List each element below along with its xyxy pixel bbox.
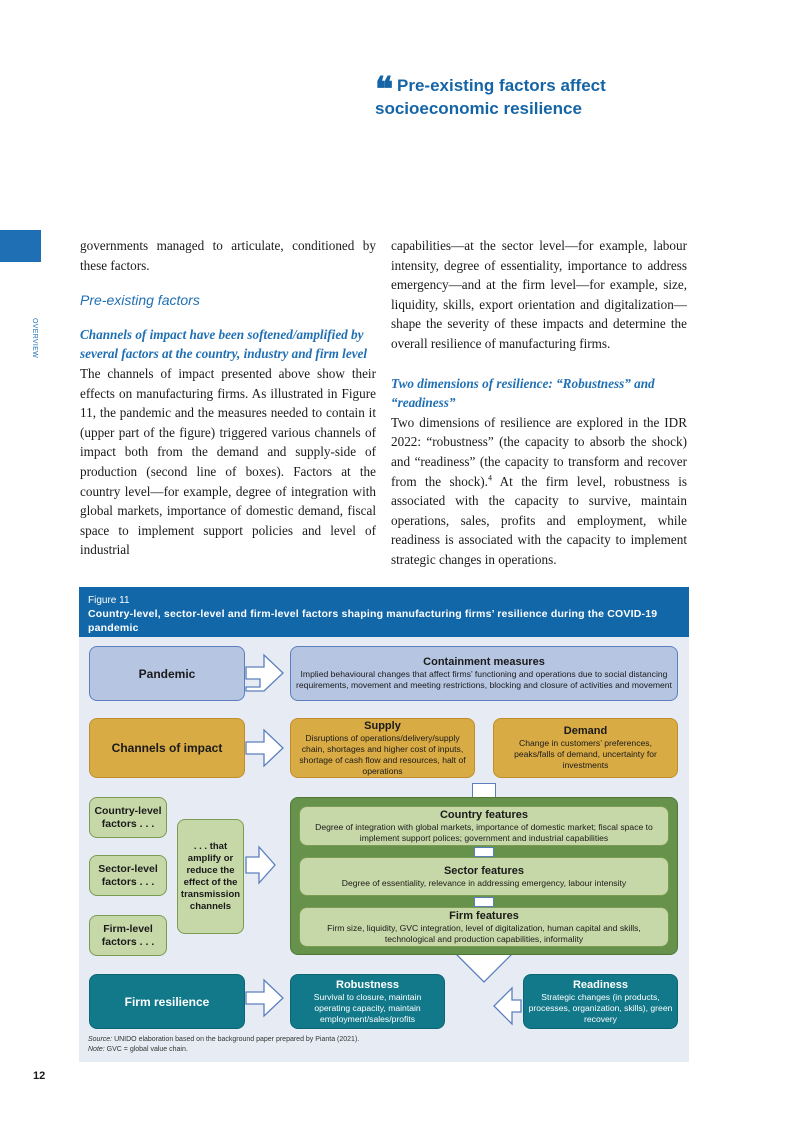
- figure-label: Figure 11: [88, 595, 130, 606]
- firm-resilience-box: [89, 974, 245, 1029]
- channels-box: [89, 718, 245, 778]
- demand-body: Change in customers’ preferences, peaks/falls of demand, uncertainty for investments: [514, 738, 657, 770]
- pandemic-label: Pandemic: [138, 666, 196, 681]
- subheading-channels: Channels of impact have been softened/amplified by several factors at the country, industry and firm level: [80, 326, 368, 362]
- right-paragraph-2: [391, 413, 687, 570]
- sector-level-box: [89, 855, 167, 896]
- connector-block: [474, 847, 494, 857]
- arrow-right-icon: [246, 847, 275, 883]
- note-text: GVC = global value chain.: [104, 1046, 188, 1053]
- readiness-title: Readiness: [572, 978, 629, 991]
- supply-box: [290, 718, 475, 778]
- firm-level-box: [89, 915, 167, 956]
- arrow-left-icon: [494, 988, 521, 1024]
- country-level-label: Country-level factors . . .: [94, 804, 162, 830]
- right-paragraph-2a: Two dimensions of resilience are explored in the IDR 2022: “robustness” (the capacity to absorb the shock) and “readiness” (the capacity to transform and recover from the shock).: [391, 414, 687, 489]
- note-label: Note:: [88, 1046, 105, 1053]
- subheading-dimensions: Two dimensions of resilience: “Robustness” and “readiness”: [391, 375, 655, 411]
- containment-box: [290, 646, 678, 701]
- country-features-box: [299, 806, 669, 846]
- left-paragraph-1: governments managed to articulate, conditioned by these factors.: [80, 238, 376, 273]
- readiness-body: Strategic changes (in products, processes, organization, skills), green recovery: [528, 991, 673, 1024]
- robustness-title: Robustness: [336, 978, 399, 991]
- country-features-title: Country features: [439, 808, 529, 821]
- containment-body: Implied behavioural changes that affect firms’ functioning and operations due to social distancing requirements, movement and meeting restrictions, blocking and closure of activities and movement: [296, 669, 672, 690]
- supply-title: Supply: [364, 719, 401, 732]
- page-number: 12: [33, 1070, 46, 1082]
- country-features-body: Degree of integration with global markets, importance of domestic market; fiscal space to implement support polices; government and industrial capabilities: [315, 821, 653, 843]
- left-column: [80, 236, 376, 560]
- sector-features-title: Sector features: [443, 864, 525, 877]
- pull-quote-text: Pre-existing factors affect socioeconomic resilience: [375, 76, 606, 118]
- arrow-right-icon: [246, 730, 283, 766]
- connector-block: [474, 897, 494, 907]
- firm-features-body: Firm size, liquidity, GVC integration, level of digitalization, human capital and skills, technological and production capabilities, informality: [327, 922, 641, 944]
- figure-notes: [88, 1035, 359, 1055]
- supply-body: Disruptions of operations/delivery/supply chain, shortages and higher cost of inputs, shortage of cash flow and resources, halt of operations: [299, 732, 466, 776]
- sector-level-label: Sector-level factors . . .: [98, 862, 158, 888]
- readiness-box: [523, 974, 678, 1029]
- arrow-right-icon: [246, 655, 283, 691]
- demand-title: Demand: [563, 725, 608, 737]
- firm-features-title: Firm features: [449, 909, 519, 922]
- pandemic-box: [89, 646, 245, 701]
- firm-resilience-label: Firm resilience: [124, 994, 210, 1009]
- figure-source: [88, 1035, 359, 1045]
- section-heading: Pre-existing factors: [80, 292, 200, 309]
- robustness-box: [290, 974, 445, 1029]
- source-label: Source:: [88, 1036, 113, 1043]
- demand-box: [493, 718, 678, 778]
- channels-label: Channels of impact: [111, 741, 223, 755]
- amplify-box: [177, 819, 244, 934]
- source-text: UNIDO elaboration based on the background paper prepared by Pianta (2021).: [112, 1036, 360, 1043]
- firm-features-box: [299, 907, 669, 947]
- amplify-label: . . . that amplify or reduce the effect of the transmission channels: [180, 840, 241, 912]
- sector-features-body: Degree of essentiality, relevance in addressing emergency, labour intensity: [341, 877, 627, 888]
- figure-11: [79, 587, 689, 1062]
- right-column: [391, 236, 687, 570]
- arrow-right-icon: [246, 980, 283, 1016]
- left-paragraph-2: The channels of impact presented above show their effects on manufacturing firms. As illustrated in Figure 11, the pandemic and the measures needed to contain it (upper part of the figure) triggered various channels of impact both from the demand and supply-side of production (second line of boxes). Factors at the country level—for example, degree of integration with global markets, importance of domestic demand, fiscal space to implement support policies and level of industrial: [80, 365, 376, 558]
- right-paragraph-2b: At the firm level, robustness is associated with the capacity to survive, maintain operations, sales, profits and employment, while readiness is associated with the capacity to implement strategic changes in operations.: [391, 473, 687, 567]
- firm-level-label: Firm-level factors . . .: [101, 922, 155, 948]
- footnote-ref[interactable]: 4: [487, 473, 492, 483]
- right-paragraph-1: capabilities—at the sector level—for example, labour intensity, degree of essentiality, importance to address emergency—and at the firm level—for example, size, liquidity, skills, export orientation and digitalization—shape the severity of these impacts and determine the overall resilience of manufacturing firms.: [391, 238, 687, 351]
- country-level-box: [89, 797, 167, 838]
- containment-title: Containment measures: [423, 656, 545, 668]
- robustness-body: Survival to closure, maintain operating capacity, maintain employment/sales/profits: [313, 991, 422, 1024]
- pull-quote: [375, 74, 705, 120]
- figure-note: [88, 1045, 359, 1055]
- quote-mark-icon: ❝: [375, 72, 394, 109]
- side-tab-marker: [0, 230, 41, 262]
- side-section-label: OVERVIEW: [31, 318, 38, 359]
- figure-title: Country-level, sector-level and firm-level factors shaping manufacturing firms’ resilience during the COVID-19 pandemic: [88, 608, 658, 634]
- sector-features-box: [299, 857, 669, 896]
